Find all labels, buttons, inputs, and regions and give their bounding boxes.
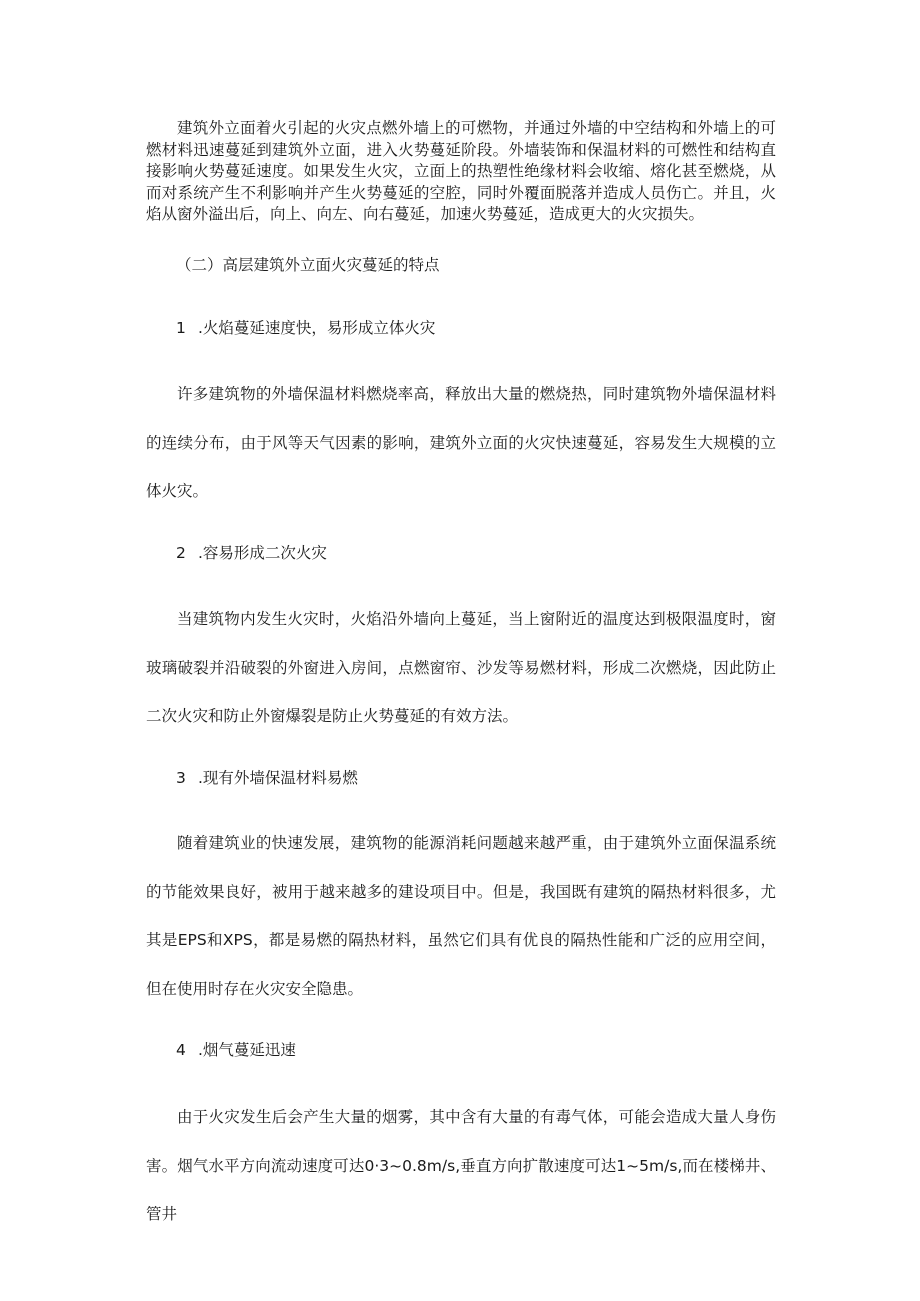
- item-body-1: 许多建筑物的外墙保温材料燃烧率高，释放出大量的燃烧热，同时建筑物外墙保温材料的连续分布，由于风等天气因素的影响，建筑外立面的火灾快速蔓延，容易发生大规模的立体火灾。: [146, 385, 776, 500]
- item-heading-4: [176, 1040, 296, 1060]
- item-heading-3: [176, 768, 358, 788]
- item-body-4: 由于火灾发生后会产生大量的烟雾，其中含有大量的有毒气体，可能会造成大量人身伤害。烟气水平方向流动速度可达0·3~0.8m∕s,垂直方向扩散速度可达1~5m∕s,而在楼梯井、管井: [146, 1108, 776, 1223]
- item-number: 1: [176, 319, 186, 337]
- item-title: .现有外墙保温材料易燃: [198, 769, 358, 787]
- item-heading-2: [176, 543, 327, 563]
- item-number: 3: [176, 769, 186, 787]
- item-body-2: 当建筑物内发生火灾时，火焰沿外墙向上蔓延，当上窗附近的温度达到极限温度时，窗玻璃破裂并沿破裂的外窗进入房间，点燃窗帘、沙发等易燃材料，形成二次燃烧，因此防止二次火灾和防止外窗爆裂是防止火势蔓延的有效方法。: [146, 610, 776, 725]
- item-number: 4: [176, 1041, 186, 1059]
- item-title: .容易形成二次火灾: [198, 544, 327, 562]
- item-heading-1: [176, 318, 435, 338]
- section-heading: （二）高层建筑外立面火灾蔓延的特点: [176, 256, 440, 274]
- item-number: 2: [176, 544, 186, 562]
- item-body-3: 随着建筑业的快速发展，建筑物的能源消耗问题越来越严重，由于建筑外立面保温系统的节能效果良好，被用于越来越多的建设项目中。但是，我国既有建筑的隔热材料很多，尤其是EPS和XPS，都是易燃的隔热材料，虽然它们具有优良的隔热性能和广泛的应用空间，但在使用时存在火灾安全隐患。: [146, 834, 776, 998]
- item-title: .烟气蔓延迅速: [198, 1041, 296, 1059]
- item-title: .火焰蔓延速度快，易形成立体火灾: [198, 319, 436, 337]
- intro-paragraph: 建筑外立面着火引起的火灾点燃外墙上的可燃物，并通过外墙的中空结构和外墙上的可燃材料迅速蔓延到建筑外立面，进入火势蔓延阶段。外墙装饰和保温材料的可燃性和结构直接影响火势蔓延速度。如果发生火灾，立面上的热塑性绝缘材料会收缩、熔化甚至燃烧，从而对系统产生不利影响并产生火势蔓延的空腔，同时外覆面脱落并造成人员伤亡。并且，火焰从窗外溢出后，向上、向左、向右蔓延，加速火势蔓延，造成更大的火灾损失。: [146, 119, 776, 223]
